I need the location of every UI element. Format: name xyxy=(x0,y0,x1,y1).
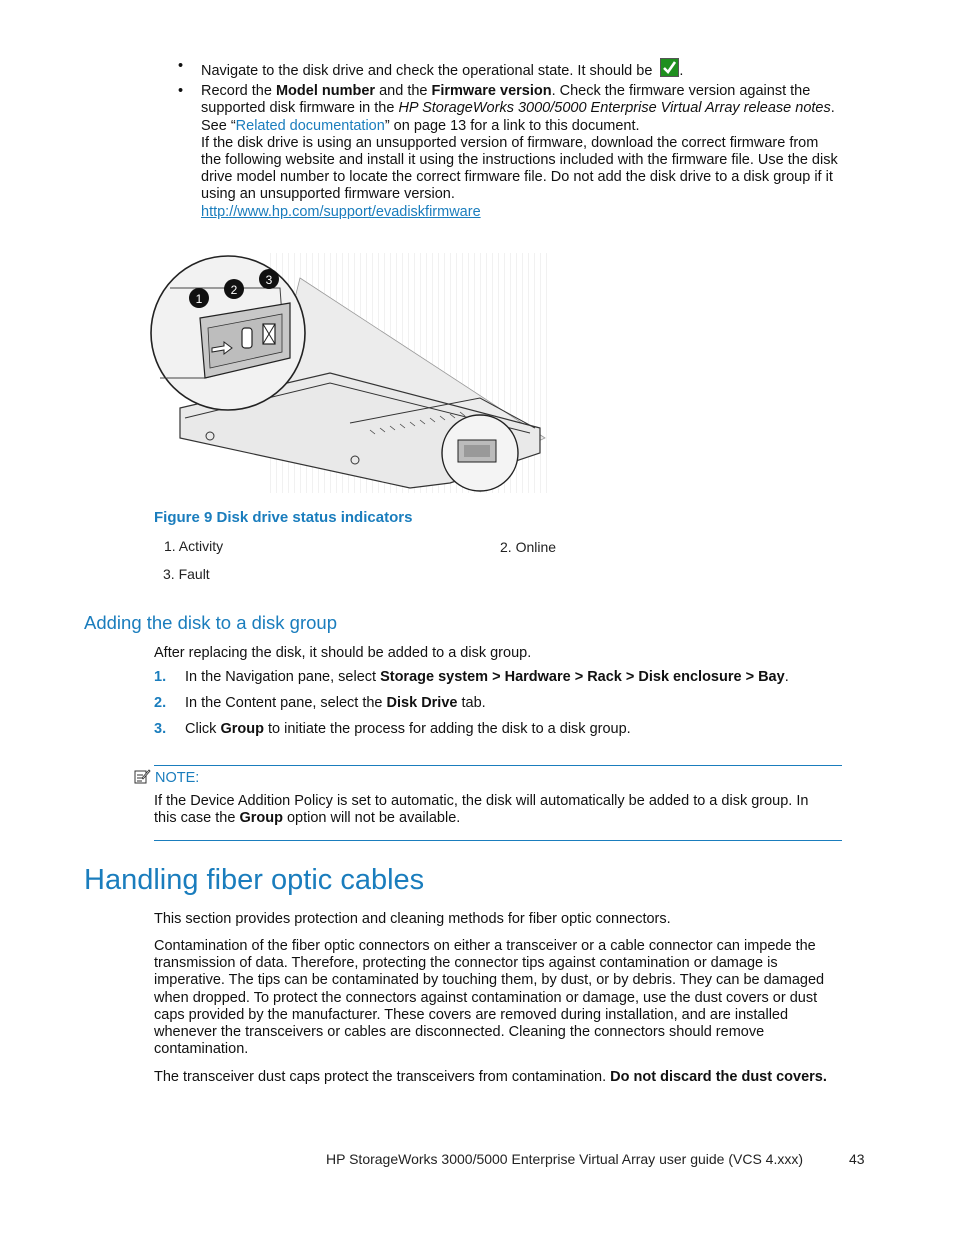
list-item: • Navigate to the disk drive and check the operational state. It should be . xyxy=(178,58,684,79)
related-documentation-link[interactable]: Related documentation xyxy=(235,117,385,134)
note-heading: NOTE: xyxy=(134,768,199,786)
note-bottom-rule xyxy=(154,840,842,841)
legend-item-activity: 1. Activity xyxy=(164,538,224,554)
legend-item-fault: 3. Fault xyxy=(163,566,210,582)
bullet-icon: • xyxy=(178,58,184,74)
model-number-label: Model number xyxy=(275,83,376,100)
note-top-rule xyxy=(154,765,842,766)
svg-text:2: 2 xyxy=(230,283,238,297)
chapter-title: Handling fiber optic cables xyxy=(84,864,425,896)
figure-caption: Figure 9 Disk drive status indicators xyxy=(154,509,413,526)
group-option-label: Group xyxy=(239,810,283,827)
note-text: If the Device Addition Policy is set to automatic, the disk will automatically be added to a disk group. In this case the Group option will not be available. xyxy=(154,793,809,827)
disk-drive-figure xyxy=(150,248,550,500)
svg-text:1: 1 xyxy=(195,292,203,306)
list-item: 3. Click Group to initiate the process for adding the disk to a disk group. xyxy=(154,721,631,738)
chapter-paragraph-1: This section provides protection and cleaning methods for fiber optic connectors. xyxy=(154,911,671,927)
callout-3 xyxy=(259,269,279,289)
section-heading: Adding the disk to a disk group xyxy=(84,612,337,633)
group-button-label: Group xyxy=(220,721,264,738)
callout-2 xyxy=(224,279,244,299)
section-intro: After replacing the disk, it should be added to a disk group. xyxy=(154,645,532,661)
firmware-url-link[interactable]: http://www.hp.com/support/evadiskfirmware xyxy=(201,203,481,220)
footer-title: HP StorageWorks 3000/5000 Enterprise Virtual Array user guide (VCS 4.xxx) xyxy=(326,1151,804,1167)
firmware-paragraph: If the disk drive is using an unsupported version of firmware, download the correct firmware from the following website and install it using the instructions included with the firmware file. Use the disk drive model number to locate the correct firmware file. Do not add the disk drive to a disk group if it using an unsupported firmware version. xyxy=(201,134,838,203)
note-icon xyxy=(134,768,151,784)
step-list xyxy=(154,669,854,748)
bullet-text: Navigate to the disk drive and check the operational state. It should be xyxy=(201,63,653,79)
legend-item-online: 2. Online xyxy=(500,539,557,555)
disk-drive-illustration xyxy=(150,248,550,500)
chapter-paragraph-3: The transceiver dust caps protect the transceivers from contamination. Do not discard the dust covers. xyxy=(154,1069,827,1085)
chapter-paragraph-2: Contamination of the fiber optic connectors on either a transceiver or a cable connector can impede the transmission of data. Therefore, protecting the connector tips against contamination or damage is imperative. The tips can be contaminated by touching them, by dust, or by debris. They can be damaged when dropped. To protect the connectors against contamination or damage, use the dust covers or dust caps provided by the manufacturer. These covers are removed during installation, and are installed whenever the transceivers or cables are disconnected. Cleaning the connectors should remove contamination. xyxy=(154,938,825,1058)
check-icon xyxy=(660,58,679,77)
page-number: 43 xyxy=(849,1151,865,1167)
navigation-path: Storage system > Hardware > Rack > Disk enclosure > Bay xyxy=(380,669,785,685)
svg-text:3: 3 xyxy=(265,273,273,287)
bullet-list xyxy=(178,58,838,221)
list-item: • Record the Model number and the Firmware version. Check the firmware version against the supported disk firmware in the HP StorageWorks 3000/5000 Enterprise Virtual Array release notes. See “Related documentation” on page 13 for a link to this document. If the disk drive is using an unsupported version of firmware, download the correct firmware from the following website and install it using the instructions included with the firmware file. Use the disk drive model number to locate the correct firmware file. Do not add the disk drive to a disk group if it using an unsupported firmware version. http://www.hp.com/support/evadiskfirmware xyxy=(178,83,838,220)
release-notes-title: HP StorageWorks 3000/5000 Enterprise Virtual Array release notes xyxy=(398,100,831,117)
dust-cover-warning: Do not discard the dust covers. xyxy=(610,1069,827,1085)
list-item: 2. In the Content pane, select the Disk Drive tab. xyxy=(154,695,486,712)
firmware-version-label: Firmware version xyxy=(431,83,552,100)
bullet-icon: • xyxy=(178,83,184,100)
disk-drive-tab-label: Disk Drive xyxy=(386,695,458,712)
callout-1 xyxy=(189,288,209,308)
list-item: 1. In the Navigation pane, select Storage system > Hardware > Rack > Disk enclosure > Bay. xyxy=(154,669,789,685)
